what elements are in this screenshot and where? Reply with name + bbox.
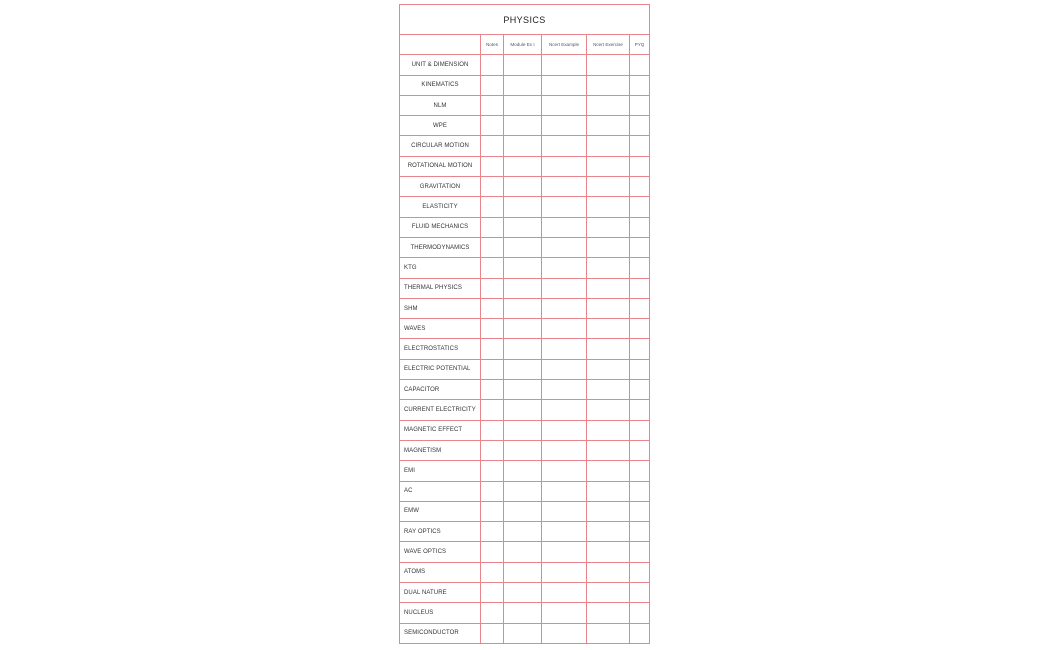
checkbox-cell[interactable] — [587, 339, 630, 359]
checkbox-cell[interactable] — [504, 481, 542, 501]
checkbox-cell[interactable] — [481, 562, 504, 582]
physics-tracker-table — [399, 4, 650, 644]
checkbox-cell[interactable] — [587, 501, 630, 521]
checkbox-cell[interactable] — [504, 298, 542, 318]
checkbox-cell[interactable] — [587, 461, 630, 481]
topic-label: CAPACITOR — [400, 380, 481, 400]
topic-label: CURRENT ELECTRICITY — [400, 400, 481, 420]
header-row — [400, 35, 650, 55]
checkbox-cell[interactable] — [542, 298, 587, 318]
checkbox-cell[interactable] — [481, 501, 504, 521]
checkbox-cell[interactable] — [481, 319, 504, 339]
table-title: PHYSICS — [400, 5, 650, 35]
checkbox-cell[interactable] — [542, 177, 587, 197]
checkbox-cell[interactable] — [481, 116, 504, 136]
topic-label: MAGNETIC EFFECT — [400, 420, 481, 440]
table-row — [400, 440, 650, 460]
checkbox-cell[interactable] — [481, 542, 504, 562]
checkbox-cell[interactable] — [542, 522, 587, 542]
column-header-module: Module Ex I — [504, 35, 542, 55]
checkbox-cell[interactable] — [587, 298, 630, 318]
checkbox-cell[interactable] — [504, 75, 542, 95]
checkbox-cell[interactable] — [630, 420, 650, 440]
table-row — [400, 359, 650, 379]
topic-label: WAVE OPTICS — [400, 542, 481, 562]
topic-label: FLUID MECHANICS — [400, 217, 481, 237]
topic-rows — [400, 55, 650, 644]
checkbox-cell[interactable] — [542, 562, 587, 582]
checkbox-cell[interactable] — [481, 420, 504, 440]
checkbox-cell[interactable] — [504, 562, 542, 582]
checkbox-cell[interactable] — [630, 603, 650, 623]
table-row — [400, 217, 650, 237]
checkbox-cell[interactable] — [587, 156, 630, 176]
checkbox-cell[interactable] — [504, 116, 542, 136]
checkbox-cell[interactable] — [504, 380, 542, 400]
topic-label: NLM — [400, 95, 481, 115]
checkbox-cell[interactable] — [504, 400, 542, 420]
table-row — [400, 400, 650, 420]
checkbox-cell[interactable] — [481, 461, 504, 481]
table-row — [400, 461, 650, 481]
table-row — [400, 258, 650, 278]
checkbox-cell[interactable] — [587, 562, 630, 582]
checkbox-cell[interactable] — [481, 359, 504, 379]
checkbox-cell[interactable] — [504, 237, 542, 257]
checkbox-cell[interactable] — [630, 278, 650, 298]
checkbox-cell[interactable] — [630, 522, 650, 542]
checkbox-cell[interactable] — [587, 400, 630, 420]
checkbox-cell[interactable] — [630, 95, 650, 115]
checkbox-cell[interactable] — [630, 501, 650, 521]
checkbox-cell[interactable] — [587, 177, 630, 197]
checkbox-cell[interactable] — [542, 237, 587, 257]
table-row — [400, 339, 650, 359]
topic-label: NUCLEUS — [400, 603, 481, 623]
checkbox-cell[interactable] — [504, 258, 542, 278]
checkbox-cell[interactable] — [481, 481, 504, 501]
topic-label: ROTATIONAL MOTION — [400, 156, 481, 176]
checkbox-cell[interactable] — [504, 542, 542, 562]
checkbox-cell[interactable] — [542, 217, 587, 237]
checkbox-cell[interactable] — [481, 278, 504, 298]
table-row — [400, 603, 650, 623]
checkbox-cell[interactable] — [481, 136, 504, 156]
topic-label: UNIT & DIMENSION — [400, 55, 481, 75]
checkbox-cell[interactable] — [504, 136, 542, 156]
checkbox-cell[interactable] — [481, 522, 504, 542]
checkbox-cell[interactable] — [481, 177, 504, 197]
topic-label: GRAVITATION — [400, 177, 481, 197]
column-header-ncert-example: Ncert Example — [542, 35, 587, 55]
checkbox-cell[interactable] — [630, 237, 650, 257]
checkbox-cell[interactable] — [630, 116, 650, 136]
checkbox-cell[interactable] — [587, 116, 630, 136]
checkbox-cell[interactable] — [630, 400, 650, 420]
checkbox-cell[interactable] — [587, 522, 630, 542]
checkbox-cell[interactable] — [542, 278, 587, 298]
checkbox-cell[interactable] — [504, 319, 542, 339]
checkbox-cell[interactable] — [542, 420, 587, 440]
table-row — [400, 380, 650, 400]
checkbox-cell[interactable] — [542, 623, 587, 643]
table-row — [400, 95, 650, 115]
checkbox-cell[interactable] — [481, 440, 504, 460]
topic-label: WAVES — [400, 319, 481, 339]
topic-label: SEMICONDUCTOR — [400, 623, 481, 643]
checkbox-cell[interactable] — [481, 583, 504, 603]
column-header-pyq: PYQ — [630, 35, 650, 55]
checkbox-cell[interactable] — [481, 603, 504, 623]
checkbox-cell[interactable] — [504, 197, 542, 217]
checkbox-cell[interactable] — [630, 136, 650, 156]
checkbox-cell[interactable] — [587, 623, 630, 643]
topic-label: CIRCULAR MOTION — [400, 136, 481, 156]
checkbox-cell[interactable] — [504, 156, 542, 176]
table-row — [400, 542, 650, 562]
checkbox-cell[interactable] — [587, 319, 630, 339]
table-row — [400, 583, 650, 603]
topic-label: MAGNETISM — [400, 440, 481, 460]
checkbox-cell[interactable] — [587, 481, 630, 501]
checkbox-cell[interactable] — [542, 440, 587, 460]
table-row — [400, 197, 650, 217]
topic-label: KINEMATICS — [400, 75, 481, 95]
checkbox-cell[interactable] — [630, 359, 650, 379]
checkbox-cell[interactable] — [504, 461, 542, 481]
checkbox-cell[interactable] — [630, 177, 650, 197]
checkbox-cell[interactable] — [630, 542, 650, 562]
checkbox-cell[interactable] — [630, 339, 650, 359]
checkbox-cell[interactable] — [504, 95, 542, 115]
topic-label: EMW — [400, 501, 481, 521]
checkbox-cell[interactable] — [481, 623, 504, 643]
checkbox-cell[interactable] — [630, 440, 650, 460]
checkbox-cell[interactable] — [587, 603, 630, 623]
checkbox-cell[interactable] — [542, 501, 587, 521]
checkbox-cell[interactable] — [542, 258, 587, 278]
table-row — [400, 319, 650, 339]
topic-label: ELECTRIC POTENTIAL — [400, 359, 481, 379]
table-row — [400, 623, 650, 643]
checkbox-cell[interactable] — [630, 55, 650, 75]
checkbox-cell[interactable] — [542, 583, 587, 603]
checkbox-cell[interactable] — [504, 440, 542, 460]
checkbox-cell[interactable] — [542, 156, 587, 176]
checkbox-cell[interactable] — [504, 177, 542, 197]
checkbox-cell[interactable] — [504, 420, 542, 440]
checkbox-cell[interactable] — [504, 603, 542, 623]
checkbox-cell[interactable] — [587, 420, 630, 440]
table-row — [400, 298, 650, 318]
checkbox-cell[interactable] — [504, 217, 542, 237]
checkbox-cell[interactable] — [481, 95, 504, 115]
checkbox-cell[interactable] — [630, 562, 650, 582]
checkbox-cell[interactable] — [587, 55, 630, 75]
checkbox-cell[interactable] — [542, 542, 587, 562]
checkbox-cell[interactable] — [504, 359, 542, 379]
checkbox-cell[interactable] — [504, 278, 542, 298]
checkbox-cell[interactable] — [542, 136, 587, 156]
topic-label: ELASTICITY — [400, 197, 481, 217]
checkbox-cell[interactable] — [587, 440, 630, 460]
table-row — [400, 237, 650, 257]
checkbox-cell[interactable] — [542, 95, 587, 115]
checkbox-cell[interactable] — [481, 339, 504, 359]
checkbox-cell[interactable] — [542, 75, 587, 95]
checkbox-cell[interactable] — [630, 461, 650, 481]
checkbox-cell[interactable] — [587, 258, 630, 278]
topic-label: EMI — [400, 461, 481, 481]
checkbox-cell[interactable] — [587, 278, 630, 298]
checkbox-cell[interactable] — [542, 380, 587, 400]
checkbox-cell[interactable] — [542, 319, 587, 339]
topic-label: KTG — [400, 258, 481, 278]
checkbox-cell[interactable] — [587, 217, 630, 237]
checkbox-cell[interactable] — [481, 237, 504, 257]
table-row — [400, 420, 650, 440]
topic-label: ELECTROSTATICS — [400, 339, 481, 359]
checkbox-cell[interactable] — [542, 359, 587, 379]
checkbox-cell[interactable] — [504, 583, 542, 603]
checkbox-cell[interactable] — [587, 542, 630, 562]
checkbox-cell[interactable] — [504, 339, 542, 359]
topic-column-header — [400, 35, 481, 55]
table-row — [400, 136, 650, 156]
topic-label: RAY OPTICS — [400, 522, 481, 542]
checkbox-cell[interactable] — [481, 156, 504, 176]
checkbox-cell[interactable] — [481, 197, 504, 217]
checkbox-cell[interactable] — [542, 400, 587, 420]
topic-label: THERMAL PHYSICS — [400, 278, 481, 298]
topic-label: THERMODYNAMICS — [400, 237, 481, 257]
checkbox-cell[interactable] — [542, 116, 587, 136]
checkbox-cell[interactable] — [504, 623, 542, 643]
checkbox-cell[interactable] — [630, 75, 650, 95]
column-header-notes: Notes — [481, 35, 504, 55]
checkbox-cell[interactable] — [542, 603, 587, 623]
table-row — [400, 116, 650, 136]
checkbox-cell[interactable] — [630, 258, 650, 278]
checkbox-cell[interactable] — [481, 55, 504, 75]
checkbox-cell[interactable] — [504, 522, 542, 542]
checkbox-cell[interactable] — [481, 75, 504, 95]
checkbox-cell[interactable] — [630, 298, 650, 318]
topic-label: WPE — [400, 116, 481, 136]
checkbox-cell[interactable] — [481, 400, 504, 420]
checkbox-cell[interactable] — [630, 380, 650, 400]
column-header-ncert-exercise: Ncert Exercise — [587, 35, 630, 55]
checkbox-cell[interactable] — [542, 55, 587, 75]
checkbox-cell[interactable] — [587, 237, 630, 257]
table-row — [400, 501, 650, 521]
checkbox-cell[interactable] — [587, 136, 630, 156]
table-row — [400, 278, 650, 298]
checkbox-cell[interactable] — [504, 55, 542, 75]
checkbox-cell[interactable] — [504, 501, 542, 521]
checkbox-cell[interactable] — [587, 380, 630, 400]
checkbox-cell[interactable] — [630, 319, 650, 339]
checkbox-cell[interactable] — [587, 75, 630, 95]
topic-label: ATOMS — [400, 562, 481, 582]
checkbox-cell[interactable] — [481, 298, 504, 318]
table-row — [400, 55, 650, 75]
checkbox-cell[interactable] — [630, 481, 650, 501]
checkbox-cell[interactable] — [630, 197, 650, 217]
checkbox-cell[interactable] — [630, 217, 650, 237]
table-row — [400, 156, 650, 176]
topic-label: AC — [400, 481, 481, 501]
topic-label: SHM — [400, 298, 481, 318]
checkbox-cell[interactable] — [587, 197, 630, 217]
checkbox-cell[interactable] — [481, 217, 504, 237]
checkbox-cell[interactable] — [587, 359, 630, 379]
checkbox-cell[interactable] — [630, 156, 650, 176]
checkbox-cell[interactable] — [481, 380, 504, 400]
checkbox-cell[interactable] — [630, 623, 650, 643]
table-row — [400, 522, 650, 542]
checkbox-cell[interactable] — [542, 197, 587, 217]
checkbox-cell[interactable] — [542, 481, 587, 501]
table-row — [400, 177, 650, 197]
checkbox-cell[interactable] — [630, 583, 650, 603]
table-row — [400, 562, 650, 582]
topic-label: DUAL NATURE — [400, 583, 481, 603]
table-row — [400, 481, 650, 501]
title-row — [400, 5, 650, 35]
checkbox-cell[interactable] — [542, 461, 587, 481]
checkbox-cell[interactable] — [542, 339, 587, 359]
checkbox-cell[interactable] — [587, 95, 630, 115]
checkbox-cell[interactable] — [481, 258, 504, 278]
table-row — [400, 75, 650, 95]
checkbox-cell[interactable] — [587, 583, 630, 603]
